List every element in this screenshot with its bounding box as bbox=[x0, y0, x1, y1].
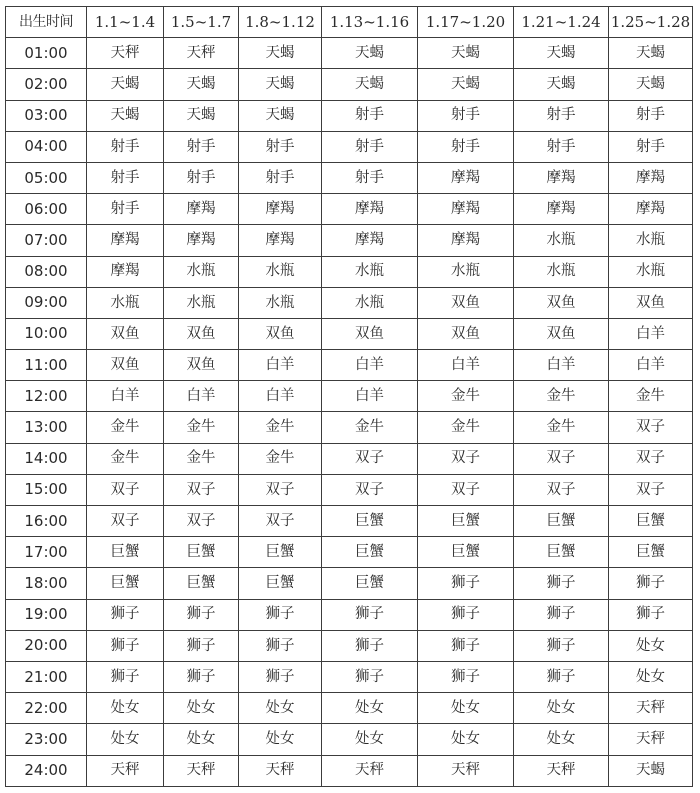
zodiac-sign-cell: 水瓶 bbox=[514, 225, 609, 256]
zodiac-sign-cell: 处女 bbox=[164, 693, 239, 724]
zodiac-sign-cell: 金牛 bbox=[418, 381, 514, 412]
zodiac-sign-cell: 白羊 bbox=[164, 381, 239, 412]
zodiac-sign-cell: 巨蟹 bbox=[418, 506, 514, 537]
zodiac-sign-cell: 射手 bbox=[239, 162, 322, 193]
zodiac-sign-cell: 天蝎 bbox=[87, 100, 164, 131]
zodiac-sign-cell: 双子 bbox=[164, 474, 239, 505]
birth-hour-cell: 11:00 bbox=[6, 350, 87, 381]
birth-hour-cell: 04:00 bbox=[6, 131, 87, 162]
zodiac-sign-cell: 狮子 bbox=[514, 568, 609, 599]
zodiac-sign-cell: 巨蟹 bbox=[514, 506, 609, 537]
zodiac-sign-cell: 摩羯 bbox=[418, 225, 514, 256]
birth-hour-cell: 24:00 bbox=[6, 755, 87, 786]
zodiac-sign-cell: 天秤 bbox=[87, 755, 164, 786]
zodiac-sign-cell: 金牛 bbox=[87, 443, 164, 474]
table-row bbox=[6, 287, 693, 318]
zodiac-sign-cell: 摩羯 bbox=[418, 162, 514, 193]
zodiac-sign-cell: 狮子 bbox=[609, 599, 693, 630]
zodiac-sign-cell: 天蝎 bbox=[239, 69, 322, 100]
zodiac-sign-cell: 双鱼 bbox=[164, 318, 239, 349]
zodiac-sign-cell: 巨蟹 bbox=[322, 537, 418, 568]
zodiac-sign-cell: 摩羯 bbox=[514, 162, 609, 193]
birth-hour-cell: 03:00 bbox=[6, 100, 87, 131]
zodiac-sign-cell: 狮子 bbox=[164, 661, 239, 692]
zodiac-sign-cell: 双子 bbox=[609, 443, 693, 474]
zodiac-sign-cell: 摩羯 bbox=[609, 194, 693, 225]
zodiac-sign-cell: 巨蟹 bbox=[164, 568, 239, 599]
birth-hour-cell: 17:00 bbox=[6, 537, 87, 568]
zodiac-sign-cell: 水瓶 bbox=[322, 287, 418, 318]
zodiac-sign-cell: 天蝎 bbox=[609, 755, 693, 786]
zodiac-sign-cell: 巨蟹 bbox=[609, 537, 693, 568]
zodiac-sign-cell: 处女 bbox=[322, 693, 418, 724]
table-row bbox=[6, 69, 693, 100]
zodiac-sign-cell: 狮子 bbox=[609, 568, 693, 599]
zodiac-sign-cell: 狮子 bbox=[514, 599, 609, 630]
zodiac-sign-cell: 白羊 bbox=[87, 381, 164, 412]
zodiac-sign-cell: 巨蟹 bbox=[87, 537, 164, 568]
table-row bbox=[6, 568, 693, 599]
zodiac-sign-cell: 白羊 bbox=[239, 381, 322, 412]
zodiac-sign-cell: 射手 bbox=[418, 100, 514, 131]
zodiac-sign-cell: 巨蟹 bbox=[239, 568, 322, 599]
zodiac-sign-cell: 射手 bbox=[322, 162, 418, 193]
zodiac-sign-cell: 处女 bbox=[87, 724, 164, 755]
zodiac-sign-cell: 处女 bbox=[418, 724, 514, 755]
zodiac-sign-cell: 白羊 bbox=[239, 350, 322, 381]
zodiac-sign-cell: 处女 bbox=[609, 661, 693, 692]
zodiac-sign-cell: 白羊 bbox=[418, 350, 514, 381]
zodiac-sign-cell: 天蝎 bbox=[514, 38, 609, 69]
header-date-range: 1.25~1.28 bbox=[609, 7, 693, 38]
zodiac-sign-cell: 射手 bbox=[514, 131, 609, 162]
zodiac-sign-cell: 摩羯 bbox=[609, 162, 693, 193]
zodiac-sign-cell: 双子 bbox=[514, 443, 609, 474]
zodiac-sign-cell: 射手 bbox=[87, 194, 164, 225]
zodiac-sign-cell: 双子 bbox=[514, 474, 609, 505]
zodiac-sign-cell: 狮子 bbox=[514, 630, 609, 661]
zodiac-sign-cell: 巨蟹 bbox=[609, 506, 693, 537]
zodiac-sign-cell: 狮子 bbox=[239, 661, 322, 692]
table-row bbox=[6, 100, 693, 131]
zodiac-sign-cell: 射手 bbox=[609, 100, 693, 131]
table-row bbox=[6, 194, 693, 225]
birth-hour-cell: 07:00 bbox=[6, 225, 87, 256]
zodiac-sign-cell: 射手 bbox=[87, 162, 164, 193]
zodiac-sign-cell: 双鱼 bbox=[418, 318, 514, 349]
zodiac-sign-cell: 双子 bbox=[87, 506, 164, 537]
birth-hour-cell: 22:00 bbox=[6, 693, 87, 724]
zodiac-sign-cell: 摩羯 bbox=[164, 194, 239, 225]
zodiac-sign-cell: 狮子 bbox=[239, 630, 322, 661]
table-row bbox=[6, 599, 693, 630]
zodiac-sign-cell: 双子 bbox=[609, 474, 693, 505]
zodiac-sign-cell: 金牛 bbox=[322, 412, 418, 443]
birth-hour-cell: 06:00 bbox=[6, 194, 87, 225]
zodiac-sign-cell: 狮子 bbox=[418, 630, 514, 661]
zodiac-sign-cell: 水瓶 bbox=[322, 256, 418, 287]
table-row bbox=[6, 443, 693, 474]
zodiac-sign-cell: 巨蟹 bbox=[514, 537, 609, 568]
table-header-row bbox=[6, 7, 693, 38]
zodiac-sign-cell: 巨蟹 bbox=[239, 537, 322, 568]
table-row bbox=[6, 412, 693, 443]
zodiac-sign-cell: 天秤 bbox=[239, 755, 322, 786]
zodiac-sign-cell: 双子 bbox=[239, 506, 322, 537]
zodiac-sign-cell: 白羊 bbox=[609, 318, 693, 349]
zodiac-sign-cell: 天蝎 bbox=[87, 69, 164, 100]
zodiac-sign-cell: 天秤 bbox=[418, 755, 514, 786]
zodiac-sign-cell: 巨蟹 bbox=[322, 568, 418, 599]
table-row bbox=[6, 318, 693, 349]
header-date-range: 1.21~1.24 bbox=[514, 7, 609, 38]
table-row bbox=[6, 630, 693, 661]
table-row bbox=[6, 755, 693, 786]
table-row bbox=[6, 661, 693, 692]
zodiac-sign-cell: 水瓶 bbox=[164, 287, 239, 318]
table-row bbox=[6, 256, 693, 287]
zodiac-sign-cell: 处女 bbox=[418, 693, 514, 724]
zodiac-sign-cell: 天秤 bbox=[609, 724, 693, 755]
birth-hour-cell: 23:00 bbox=[6, 724, 87, 755]
zodiac-sign-cell: 处女 bbox=[239, 724, 322, 755]
zodiac-sign-cell: 金牛 bbox=[418, 412, 514, 443]
header-date-range: 1.8~1.12 bbox=[239, 7, 322, 38]
birth-hour-cell: 09:00 bbox=[6, 287, 87, 318]
zodiac-sign-cell: 天秤 bbox=[322, 755, 418, 786]
zodiac-sign-cell: 天蝎 bbox=[322, 38, 418, 69]
table-body bbox=[6, 38, 693, 787]
zodiac-sign-cell: 双鱼 bbox=[322, 318, 418, 349]
zodiac-sign-cell: 处女 bbox=[164, 724, 239, 755]
zodiac-sign-cell: 天蝎 bbox=[164, 100, 239, 131]
zodiac-sign-cell: 水瓶 bbox=[514, 256, 609, 287]
zodiac-sign-cell: 白羊 bbox=[609, 350, 693, 381]
zodiac-sign-cell: 天蝎 bbox=[418, 38, 514, 69]
zodiac-sign-cell: 摩羯 bbox=[418, 194, 514, 225]
table-row bbox=[6, 381, 693, 412]
birth-hour-cell: 02:00 bbox=[6, 69, 87, 100]
zodiac-sign-cell: 摩羯 bbox=[322, 194, 418, 225]
zodiac-sign-cell: 双鱼 bbox=[87, 350, 164, 381]
zodiac-sign-cell: 处女 bbox=[609, 630, 693, 661]
zodiac-sign-cell: 摩羯 bbox=[514, 194, 609, 225]
birth-hour-cell: 21:00 bbox=[6, 661, 87, 692]
zodiac-sign-cell: 金牛 bbox=[609, 381, 693, 412]
zodiac-sign-cell: 天秤 bbox=[514, 755, 609, 786]
zodiac-sign-cell: 巨蟹 bbox=[418, 537, 514, 568]
zodiac-sign-cell: 处女 bbox=[87, 693, 164, 724]
zodiac-sign-cell: 天蝎 bbox=[418, 69, 514, 100]
birth-hour-cell: 18:00 bbox=[6, 568, 87, 599]
zodiac-sign-cell: 双鱼 bbox=[418, 287, 514, 318]
birth-hour-cell: 05:00 bbox=[6, 162, 87, 193]
zodiac-sign-cell: 双子 bbox=[418, 474, 514, 505]
zodiac-sign-cell: 射手 bbox=[164, 162, 239, 193]
zodiac-sign-cell: 金牛 bbox=[164, 412, 239, 443]
zodiac-sign-cell: 处女 bbox=[322, 724, 418, 755]
zodiac-sign-cell: 狮子 bbox=[514, 661, 609, 692]
zodiac-sign-cell: 巨蟹 bbox=[322, 506, 418, 537]
zodiac-sign-cell: 狮子 bbox=[418, 568, 514, 599]
table-row bbox=[6, 162, 693, 193]
zodiac-sign-cell: 摩羯 bbox=[322, 225, 418, 256]
zodiac-sign-cell: 双鱼 bbox=[239, 318, 322, 349]
zodiac-sign-cell: 白羊 bbox=[514, 350, 609, 381]
zodiac-sign-cell: 射手 bbox=[418, 131, 514, 162]
table-row bbox=[6, 38, 693, 69]
header-date-range: 1.13~1.16 bbox=[322, 7, 418, 38]
birth-hour-cell: 14:00 bbox=[6, 443, 87, 474]
zodiac-sign-cell: 狮子 bbox=[322, 630, 418, 661]
zodiac-sign-cell: 双鱼 bbox=[609, 287, 693, 318]
zodiac-sign-cell: 摩羯 bbox=[87, 256, 164, 287]
zodiac-sign-cell: 金牛 bbox=[239, 412, 322, 443]
zodiac-sign-cell: 金牛 bbox=[514, 412, 609, 443]
zodiac-sign-cell: 狮子 bbox=[239, 599, 322, 630]
zodiac-sign-cell: 射手 bbox=[239, 131, 322, 162]
zodiac-sign-cell: 天蝎 bbox=[239, 100, 322, 131]
zodiac-sign-cell: 射手 bbox=[322, 131, 418, 162]
birth-hour-cell: 20:00 bbox=[6, 630, 87, 661]
zodiac-sign-cell: 处女 bbox=[514, 724, 609, 755]
zodiac-sign-cell: 狮子 bbox=[322, 661, 418, 692]
zodiac-sign-cell: 双子 bbox=[87, 474, 164, 505]
zodiac-sign-cell: 双子 bbox=[164, 506, 239, 537]
zodiac-sign-cell: 金牛 bbox=[164, 443, 239, 474]
table-row bbox=[6, 537, 693, 568]
zodiac-sign-cell: 狮子 bbox=[418, 661, 514, 692]
zodiac-sign-cell: 处女 bbox=[239, 693, 322, 724]
zodiac-sign-cell: 金牛 bbox=[87, 412, 164, 443]
zodiac-sign-cell: 天秤 bbox=[87, 38, 164, 69]
zodiac-sign-cell: 双子 bbox=[322, 443, 418, 474]
zodiac-sign-cell: 双子 bbox=[322, 474, 418, 505]
table-row bbox=[6, 506, 693, 537]
birth-hour-cell: 13:00 bbox=[6, 412, 87, 443]
zodiac-sign-cell: 白羊 bbox=[322, 350, 418, 381]
zodiac-sign-cell: 水瓶 bbox=[418, 256, 514, 287]
zodiac-sign-cell: 双子 bbox=[418, 443, 514, 474]
zodiac-sign-cell: 摩羯 bbox=[239, 225, 322, 256]
birth-hour-cell: 15:00 bbox=[6, 474, 87, 505]
birth-hour-cell: 01:00 bbox=[6, 38, 87, 69]
birth-hour-cell: 12:00 bbox=[6, 381, 87, 412]
zodiac-sign-cell: 巨蟹 bbox=[87, 568, 164, 599]
zodiac-sign-cell: 天蝎 bbox=[322, 69, 418, 100]
zodiac-sign-cell: 水瓶 bbox=[239, 256, 322, 287]
zodiac-sign-cell: 狮子 bbox=[87, 599, 164, 630]
zodiac-sign-cell: 天蝎 bbox=[514, 69, 609, 100]
zodiac-sign-cell: 双鱼 bbox=[87, 318, 164, 349]
zodiac-sign-cell: 处女 bbox=[514, 693, 609, 724]
zodiac-sign-cell: 天蝎 bbox=[239, 38, 322, 69]
zodiac-sign-cell: 狮子 bbox=[87, 661, 164, 692]
zodiac-sign-cell: 狮子 bbox=[322, 599, 418, 630]
table-row bbox=[6, 225, 693, 256]
zodiac-sign-cell: 狮子 bbox=[164, 599, 239, 630]
birth-hour-cell: 10:00 bbox=[6, 318, 87, 349]
rising-sign-table bbox=[5, 6, 693, 787]
zodiac-sign-cell: 狮子 bbox=[418, 599, 514, 630]
zodiac-sign-cell: 狮子 bbox=[164, 630, 239, 661]
zodiac-sign-cell: 天秤 bbox=[164, 38, 239, 69]
header-date-range: 1.1~1.4 bbox=[87, 7, 164, 38]
zodiac-sign-cell: 双子 bbox=[239, 474, 322, 505]
zodiac-sign-cell: 天蝎 bbox=[609, 69, 693, 100]
zodiac-sign-cell: 双鱼 bbox=[514, 287, 609, 318]
zodiac-sign-cell: 天秤 bbox=[164, 755, 239, 786]
zodiac-sign-cell: 白羊 bbox=[322, 381, 418, 412]
table-row bbox=[6, 131, 693, 162]
table-row bbox=[6, 474, 693, 505]
zodiac-sign-cell: 水瓶 bbox=[164, 256, 239, 287]
zodiac-sign-cell: 金牛 bbox=[514, 381, 609, 412]
zodiac-sign-cell: 天秤 bbox=[609, 693, 693, 724]
zodiac-sign-cell: 射手 bbox=[609, 131, 693, 162]
zodiac-sign-cell: 摩羯 bbox=[87, 225, 164, 256]
zodiac-sign-cell: 射手 bbox=[87, 131, 164, 162]
zodiac-sign-cell: 巨蟹 bbox=[164, 537, 239, 568]
zodiac-sign-cell: 射手 bbox=[164, 131, 239, 162]
zodiac-sign-cell: 双鱼 bbox=[514, 318, 609, 349]
zodiac-sign-cell: 金牛 bbox=[239, 443, 322, 474]
table-row bbox=[6, 350, 693, 381]
zodiac-sign-cell: 摩羯 bbox=[239, 194, 322, 225]
birth-hour-cell: 19:00 bbox=[6, 599, 87, 630]
birth-hour-cell: 08:00 bbox=[6, 256, 87, 287]
zodiac-sign-cell: 双鱼 bbox=[164, 350, 239, 381]
zodiac-sign-cell: 水瓶 bbox=[239, 287, 322, 318]
header-date-range: 1.5~1.7 bbox=[164, 7, 239, 38]
zodiac-sign-cell: 双子 bbox=[609, 412, 693, 443]
table-row bbox=[6, 693, 693, 724]
header-birth-time: 出生时间 bbox=[6, 7, 87, 38]
table-row bbox=[6, 724, 693, 755]
zodiac-sign-cell: 天蝎 bbox=[609, 38, 693, 69]
zodiac-sign-cell: 射手 bbox=[322, 100, 418, 131]
zodiac-sign-cell: 射手 bbox=[514, 100, 609, 131]
zodiac-sign-cell: 狮子 bbox=[87, 630, 164, 661]
zodiac-sign-cell: 天蝎 bbox=[164, 69, 239, 100]
zodiac-sign-cell: 水瓶 bbox=[609, 256, 693, 287]
zodiac-sign-cell: 水瓶 bbox=[87, 287, 164, 318]
zodiac-sign-cell: 水瓶 bbox=[609, 225, 693, 256]
header-date-range: 1.17~1.20 bbox=[418, 7, 514, 38]
birth-hour-cell: 16:00 bbox=[6, 506, 87, 537]
zodiac-sign-cell: 摩羯 bbox=[164, 225, 239, 256]
